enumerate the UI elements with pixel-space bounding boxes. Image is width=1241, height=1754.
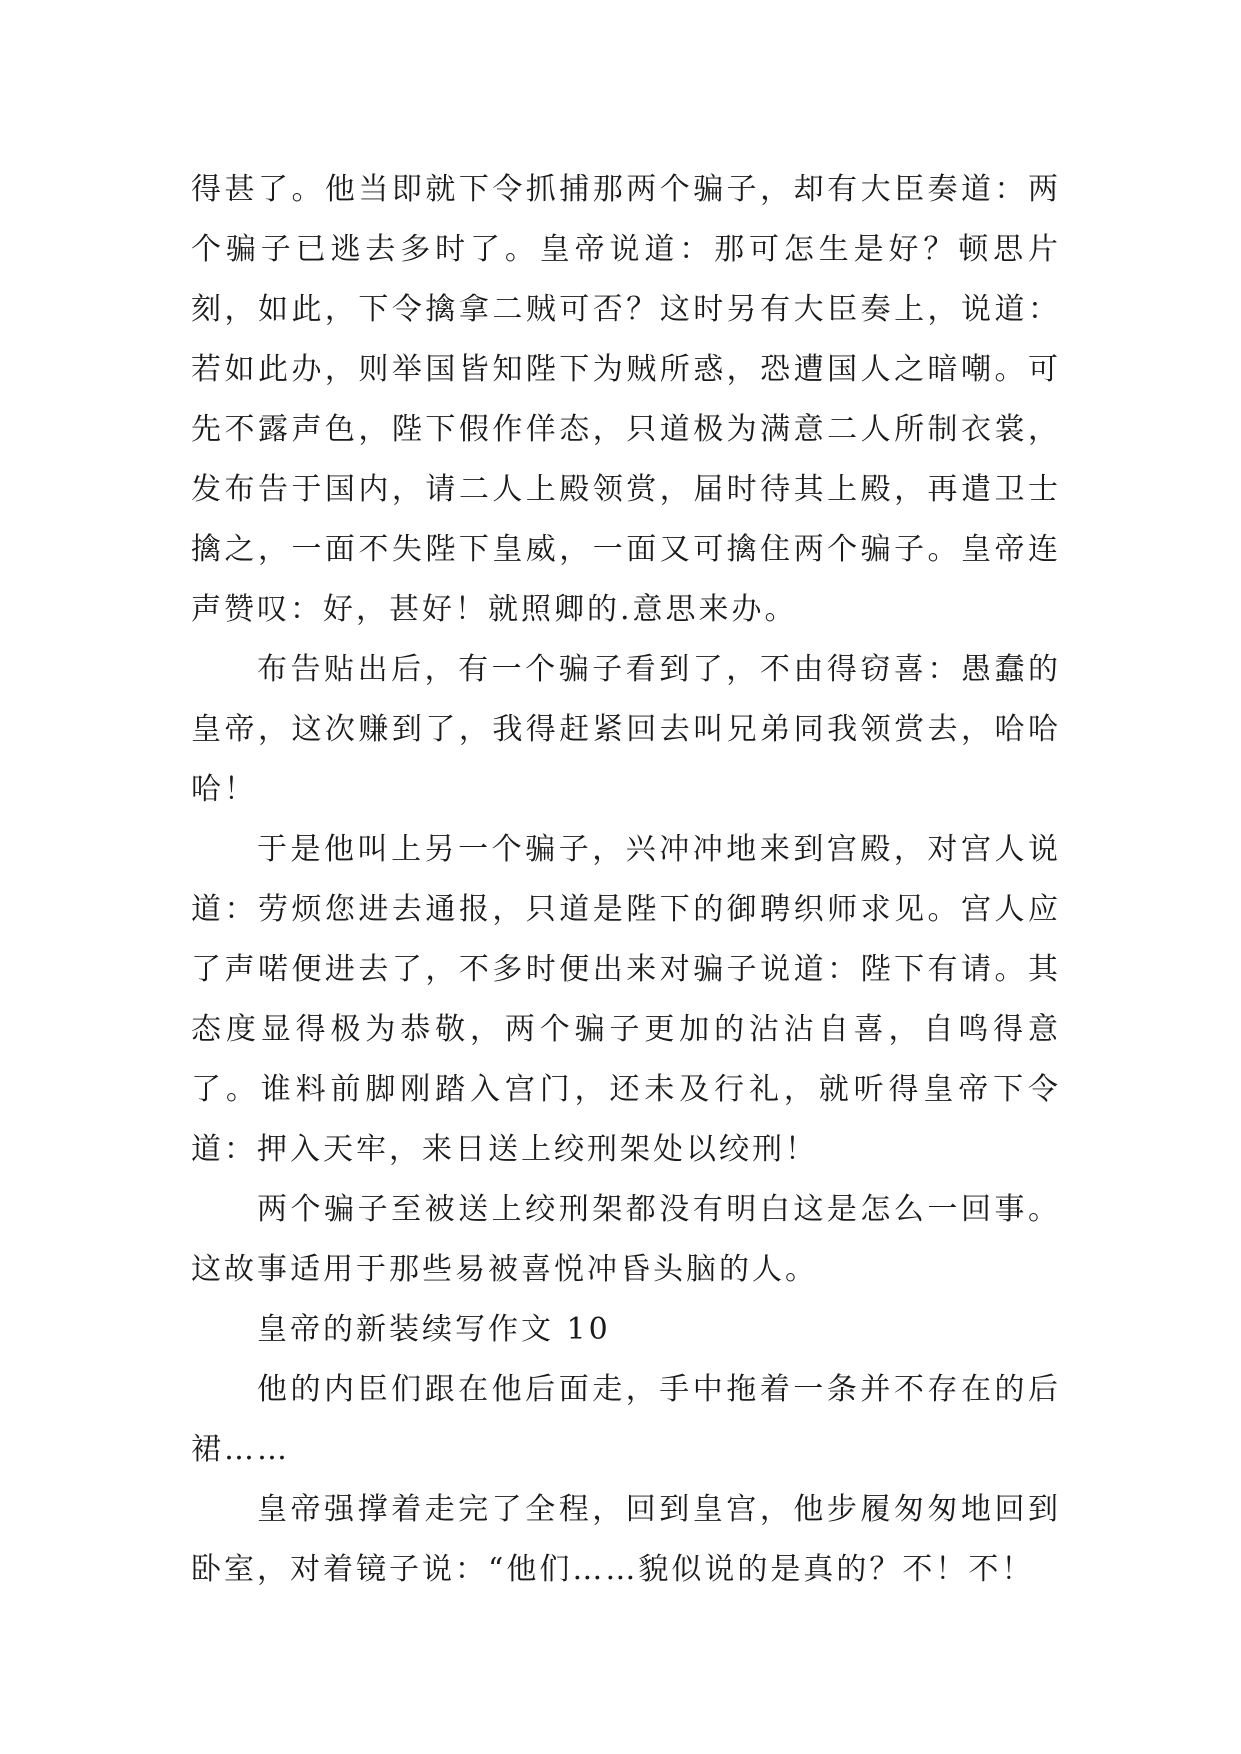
paragraph-1: 得甚了。他当即就下令抓捕那两个骗子，却有大臣奏道：两个骗子已逃去多时了。皇帝说道：那可怎生是好？顿思片刻，如此，下令擒拿二贼可否？这时另有大臣奏上，说道：若如此办，则举国皆知陛下为贼所惑，恐遭国人之暗嘲。可先不露声色，陛下假作佯态，只道极为满意二人所制衣裳，发布告于国内，请二人上殿领赏，届时待其上殿，再遣卫士擒之，一面不失陛下皇威，一面又可擒住两个骗子。皇帝连声赞叹：好，甚好！就照卿的.意思来办。	[191, 172, 1061, 627]
paragraph-5: 他的内臣们跟在他后面走，手中拖着一条并不存在的后裙……	[191, 1372, 1061, 1467]
paragraph-6: 皇帝强撑着走完了全程，回到皇宫，他步履匆匆地回到卧室，对着镜子说：“他们……貌似说的是真的？不！不！	[191, 1492, 1061, 1587]
paragraph-4: 两个骗子至被送上绞刑架都没有明白这是怎么一回事。这故事适用于那些易被喜悦冲昏头脑的人。	[191, 1192, 1061, 1287]
section-title: 皇帝的新装续写作文 10	[257, 1312, 611, 1347]
paragraph-3: 于是他叫上另一个骗子，兴冲冲地来到宫殿，对宫人说道：劳烦您进去通报，只道是陛下的御聘织师求见。宫人应了声喏便进去了，不多时便出来对骗子说道：陛下有请。其态度显得极为恭敬，两个骗子更加的沾沾自喜，自鸣得意了。谁料前脚刚踏入宫门，还未及行礼，就听得皇帝下令道：押入天牢，来日送上绞刑架处以绞刑！	[191, 832, 1061, 1167]
document-body	[191, 160, 1061, 1600]
paragraph-2: 布告贴出后，有一个骗子看到了，不由得窃喜：愚蠢的皇帝，这次赚到了，我得赶紧回去叫兄弟同我领赏去，哈哈哈！	[191, 652, 1061, 807]
